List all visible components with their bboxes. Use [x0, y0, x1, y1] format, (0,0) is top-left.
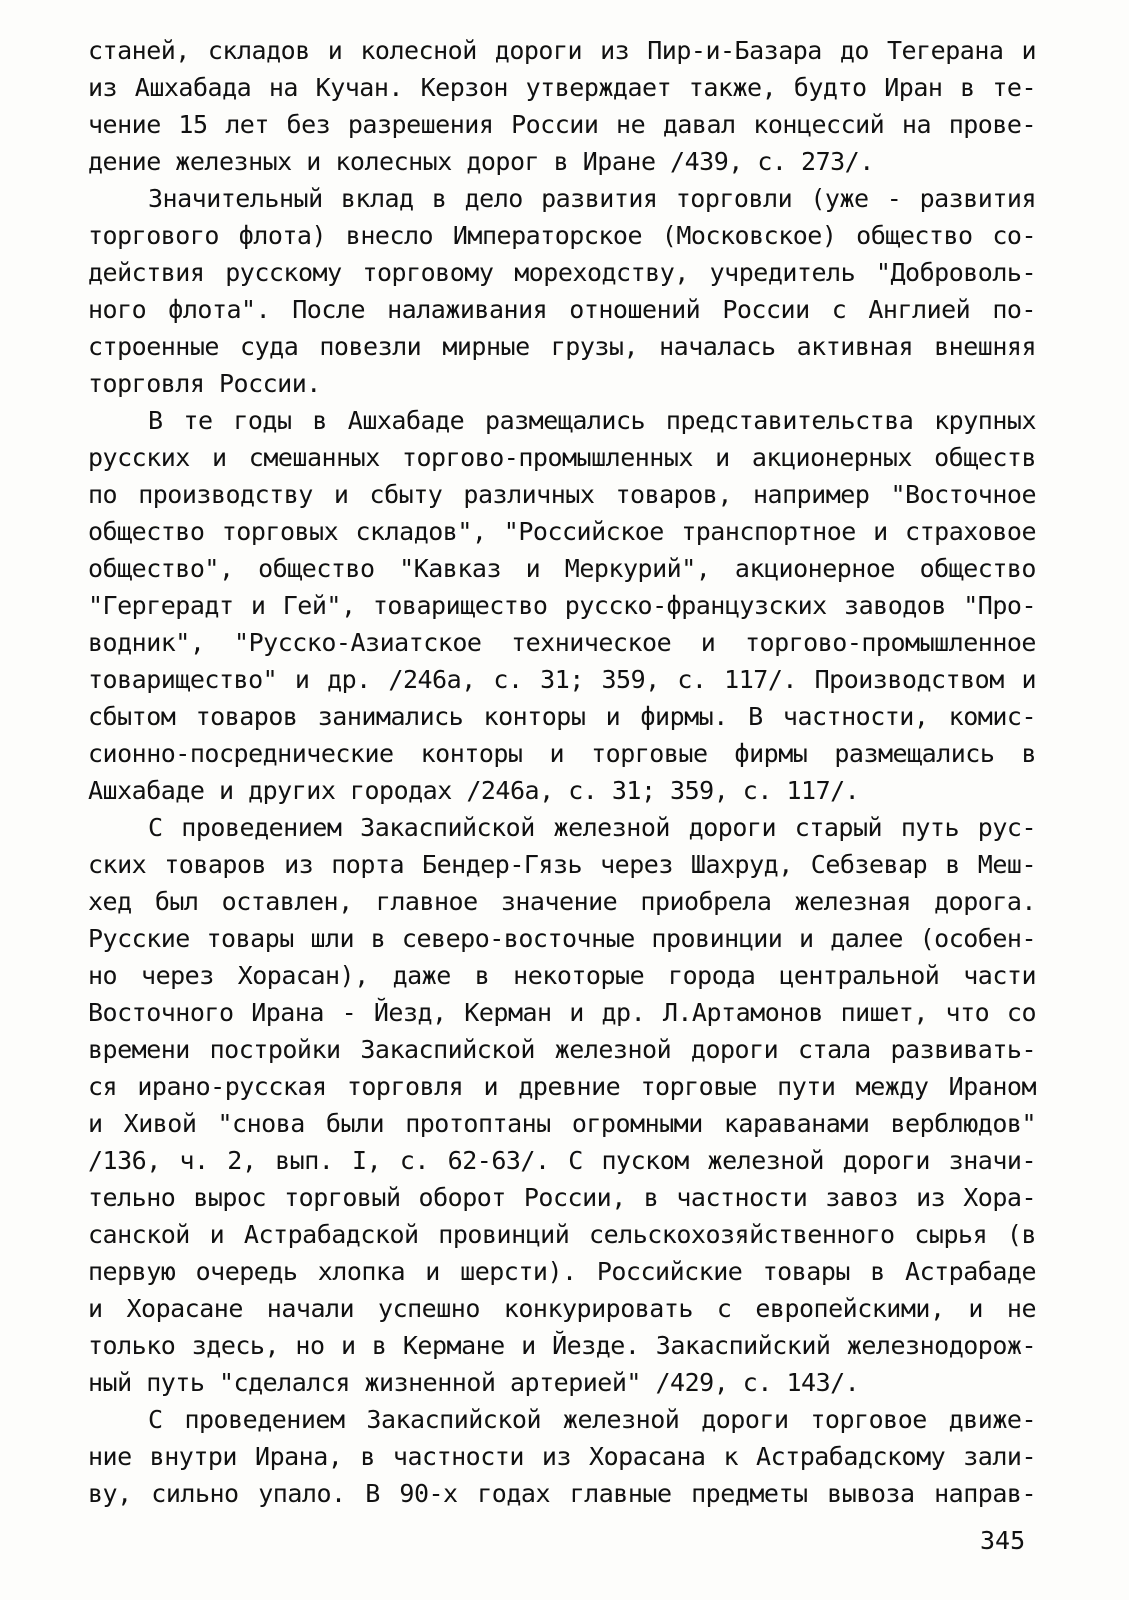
- text-line: Русские товары шли в северо-восточные провинции и далее (особен-: [88, 924, 1036, 953]
- text-line: но через Хорасан), даже в некоторые города центральной части: [88, 961, 1036, 990]
- text-line: Значительный вклад в дело развития торговли (уже - развития: [148, 184, 1036, 213]
- text-line: водник", "Русско-Азиатское техническое и торгово-промышленное: [88, 628, 1036, 657]
- body-text: [88, 32, 1036, 1512]
- text-line: из Ашхабада на Кучан. Керзон утверждает также, будто Иран в те-: [88, 73, 1036, 102]
- page-number: 345: [980, 1526, 1026, 1555]
- text-line: русских и смешанных торгово-промышленных и акционерных обществ: [88, 443, 1036, 472]
- text-line: чение 15 лет без разрешения России не давал концессий на прове-: [88, 110, 1036, 139]
- text-line: первую очередь хлопка и шерсти). Российские товары в Астрабаде: [88, 1257, 1036, 1286]
- text-line: Восточного Ирана - Йезд, Керман и др. Л.Артамонов пишет, что со: [88, 998, 1036, 1027]
- text-line: строенные суда повезли мирные грузы, началась активная внешняя: [88, 332, 1036, 361]
- text-line: сионно-посреднические конторы и торговые фирмы размещались в: [88, 739, 1036, 768]
- text-line: дение железных и колесных дорог в Иране /439, с. 273/.: [88, 147, 874, 176]
- text-line: ву, сильно упало. В 90-х годах главные предметы вывоза направ-: [88, 1479, 1036, 1508]
- text-line: ся ирано-русская торговля и древние торговые пути между Ираном: [88, 1072, 1036, 1101]
- text-line: тельно вырос торговый оборот России, в частности завоз из Хора-: [88, 1183, 1036, 1212]
- text-line: ный путь "сделался жизненной артерией" /429, с. 143/.: [88, 1368, 860, 1397]
- text-line: санской и Астрабадской провинций сельскохозяйственного сырья (в: [88, 1220, 1036, 1249]
- text-line: "Гергерадт и Гей", товарищество русско-французских заводов "Про-: [88, 591, 1036, 620]
- text-line: С проведением Закаспийской железной дороги старый путь рус-: [148, 813, 1036, 842]
- text-line: ного флота". После налаживания отношений России с Англией по-: [88, 295, 1036, 324]
- text-line: торгового флота) внесло Императорское (Московское) общество со-: [88, 221, 1036, 250]
- text-line: и Хивой "снова были протоптаны огромными караванами верблюдов": [88, 1109, 1036, 1138]
- text-line: В те годы в Ашхабаде размещались представительства крупных: [148, 406, 1036, 435]
- text-line: ние внутри Ирана, в частности из Хорасана к Астрабадскому зали-: [88, 1442, 1036, 1471]
- text-line: действия русскому торговому мореходству, учредитель "Доброволь-: [88, 258, 1036, 287]
- text-line: по производству и сбыту различных товаров, например "Восточное: [88, 480, 1036, 509]
- text-line: только здесь, но и в Кермане и Йезде. Закаспийский железнодорож-: [88, 1331, 1036, 1360]
- text-line: хед был оставлен, главное значение приобрела железная дорога.: [88, 887, 1036, 916]
- text-line: ских товаров из порта Бендер-Гязь через Шахруд, Себзевар в Меш-: [88, 850, 1036, 879]
- text-line: С проведением Закаспийской железной дороги торговое движе-: [148, 1405, 1036, 1434]
- text-line: времени постройки Закаспийской железной дороги стала развивать-: [88, 1035, 1036, 1064]
- text-line: станей, складов и колесной дороги из Пир-и-Базара до Тегерана и: [88, 36, 1036, 65]
- text-line: сбытом товаров занимались конторы и фирмы. В частности, комис-: [88, 702, 1036, 731]
- text-line: Ашхабаде и других городах /246а, с. 31; 359, с. 117/.: [88, 776, 860, 805]
- text-line: и Хорасане начали успешно конкурировать с европейскими, и не: [88, 1294, 1036, 1323]
- text-line: общество торговых складов", "Российское транспортное и страховое: [88, 517, 1036, 546]
- text-line: товарищество" и др. /246а, с. 31; 359, с. 117/. Производством и: [88, 665, 1036, 694]
- text-line: общество", общество "Кавказ и Меркурий", акционерное общество: [88, 554, 1036, 583]
- text-line: /136, ч. 2, вып. I, с. 62-63/. С пуском железной дороги значи-: [88, 1146, 1036, 1175]
- text-line: торговля России.: [88, 369, 321, 398]
